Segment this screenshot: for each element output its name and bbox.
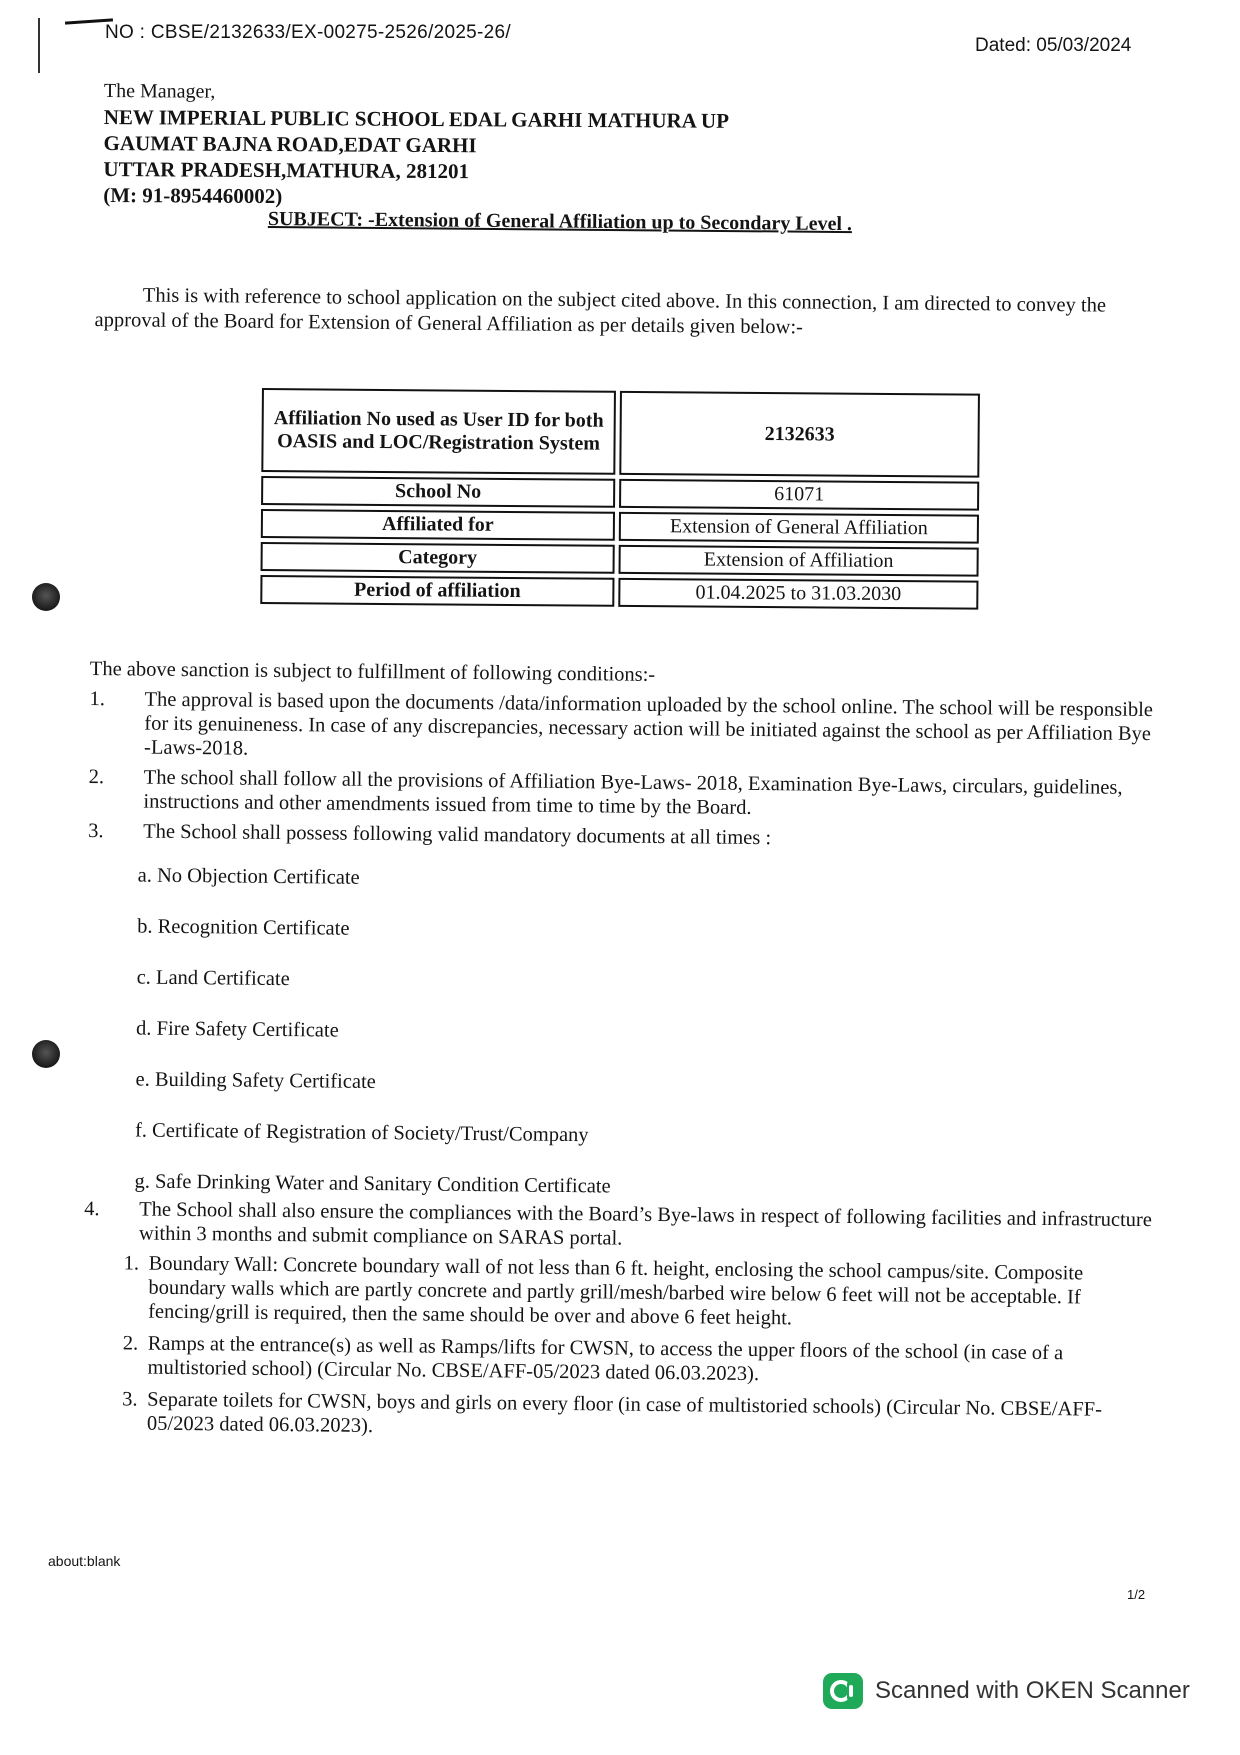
table-label: Category bbox=[261, 542, 615, 574]
affiliation-table bbox=[256, 384, 984, 614]
condition-text: The school shall follow all the provisions of Affiliation Bye-Laws- 2018, Examination Bye-Laws, circulars, guidelines, instructions and other amendments issued from time to time by the Board. bbox=[143, 766, 1123, 819]
table-value: Extension of General Affiliation bbox=[619, 512, 979, 544]
page-number: 1/2 bbox=[1127, 1587, 1146, 1602]
address-block bbox=[103, 78, 729, 212]
table-value: Extension of Affiliation bbox=[619, 545, 979, 577]
margin-line bbox=[38, 18, 40, 73]
document-item: b. Recognition Certificate bbox=[137, 915, 350, 940]
facility-number: 2. bbox=[122, 1332, 139, 1355]
table-label: Affiliated for bbox=[261, 509, 615, 541]
punch-hole-icon bbox=[32, 1040, 60, 1068]
document-item: e. Building Safety Certificate bbox=[135, 1068, 376, 1094]
table-value: 2132633 bbox=[619, 391, 980, 478]
facility-item bbox=[122, 1387, 1152, 1446]
condition-number: 2. bbox=[88, 765, 105, 789]
scanner-text: Scanned with OKEN Scanner bbox=[875, 1677, 1190, 1704]
scanner-watermark bbox=[823, 1673, 1190, 1709]
table-label: Period of affiliation bbox=[260, 575, 614, 607]
condition-item bbox=[88, 765, 1158, 824]
table-label: Affiliation No used as User ID for both OASIS and LOC/Registration System bbox=[261, 388, 616, 475]
table-value: 61071 bbox=[619, 479, 979, 511]
browser-footer-url: about:blank bbox=[48, 1553, 121, 1569]
table-value: 01.04.2025 to 31.03.2030 bbox=[618, 578, 978, 610]
document-item: g. Safe Drinking Water and Sanitary Condition Certificate bbox=[134, 1170, 611, 1198]
documents-list bbox=[134, 864, 1157, 1209]
conditions-section bbox=[82, 657, 1160, 1454]
document-item: c. Land Certificate bbox=[136, 966, 290, 991]
condition-number: 4. bbox=[84, 1197, 100, 1221]
address-line: GAUMAT BAJNA ROAD,EDAT GARHI bbox=[103, 130, 477, 158]
condition-text: The School shall also ensure the compliances with the Board’s Bye-laws in respect of following facilities and infrastructure within 3 months and submit compliance on SARAS portal. bbox=[138, 1198, 1153, 1250]
letter-date: Dated: 05/03/2024 bbox=[975, 35, 1132, 56]
table-row bbox=[261, 509, 979, 544]
table-row bbox=[261, 542, 979, 577]
oken-logo-icon bbox=[823, 1673, 863, 1709]
condition-text: The approval is based upon the documents /data/information uploaded by the school online. The school will be responsible for its genuineness. In case of any discrepancies, necessary action will be initiated against the school as per Affiliation Bye -Laws-2018. bbox=[143, 688, 1154, 760]
facility-number: 1. bbox=[123, 1252, 140, 1275]
condition-number: 1. bbox=[89, 687, 106, 711]
document-item: d. Fire Safety Certificate bbox=[135, 1017, 339, 1042]
facility-text: Separate toilets for CWSN, boys and girls on every floor (in case of multistoried schools) (Circular No. CBSE/AFF-05/2023 dated 06.03.2023). bbox=[146, 1388, 1103, 1438]
document-item: a. No Objection Certificate bbox=[137, 864, 360, 889]
facility-item bbox=[123, 1251, 1154, 1334]
facility-text: Boundary Wall: Concrete boundary wall of not less than 6 ft. height, enclosing the school campus/site. Composite boundary walls which are partly concrete and partly grill/mesh/barbed wire below 6 feet will not be acceptable. If fencing/grill is required, then the same should be over and above 6 feet height. bbox=[148, 1252, 1084, 1330]
address-line: NEW IMPERIAL PUBLIC SCHOOL EDAL GARHI MATHURA UP bbox=[103, 104, 730, 133]
facility-number: 3. bbox=[122, 1388, 138, 1411]
condition-text: The School shall possess following valid mandatory documents at all times : bbox=[143, 820, 772, 850]
document-item: f. Certificate of Registration of Society/Trust/Company bbox=[134, 1119, 589, 1147]
conditions-intro: The above sanction is subject to fulfillment of following conditions:- bbox=[89, 657, 656, 686]
table-label: School No bbox=[261, 476, 615, 508]
table-row bbox=[261, 388, 980, 478]
condition-number: 3. bbox=[88, 819, 104, 843]
condition-item bbox=[84, 1197, 1154, 1256]
facility-text: Ramps at the entrance(s) as well as Ramps/lifts for CWSN, to access the upper floors of the school (in case of a multistoried school) (Circular No. CBSE/AFF-05/2023 dated 06.03.2023). bbox=[147, 1332, 1064, 1386]
subject-line: SUBJECT: -Extension of General Affiliation up to Secondary Level . bbox=[267, 208, 853, 236]
address-line: (M: 91-8954460002) bbox=[103, 182, 283, 209]
condition-item bbox=[89, 687, 1160, 770]
table-row bbox=[260, 575, 978, 610]
salutation: The Manager, bbox=[103, 79, 216, 103]
punch-hole-icon bbox=[32, 583, 60, 611]
address-line: UTTAR PRADESH,MATHURA, 281201 bbox=[103, 156, 470, 184]
condition-item bbox=[88, 819, 1158, 854]
table-row bbox=[261, 476, 979, 511]
intro-paragraph: This is with reference to school application on the subject cited above. In this connection, I am directed to convey the approval of the Board for Extension of General Affiliation as per details given below:- bbox=[94, 284, 1107, 339]
reference-number: NO : CBSE/2132633/EX-00275-2526/2025-26/ bbox=[105, 22, 511, 43]
facility-item bbox=[122, 1331, 1152, 1390]
